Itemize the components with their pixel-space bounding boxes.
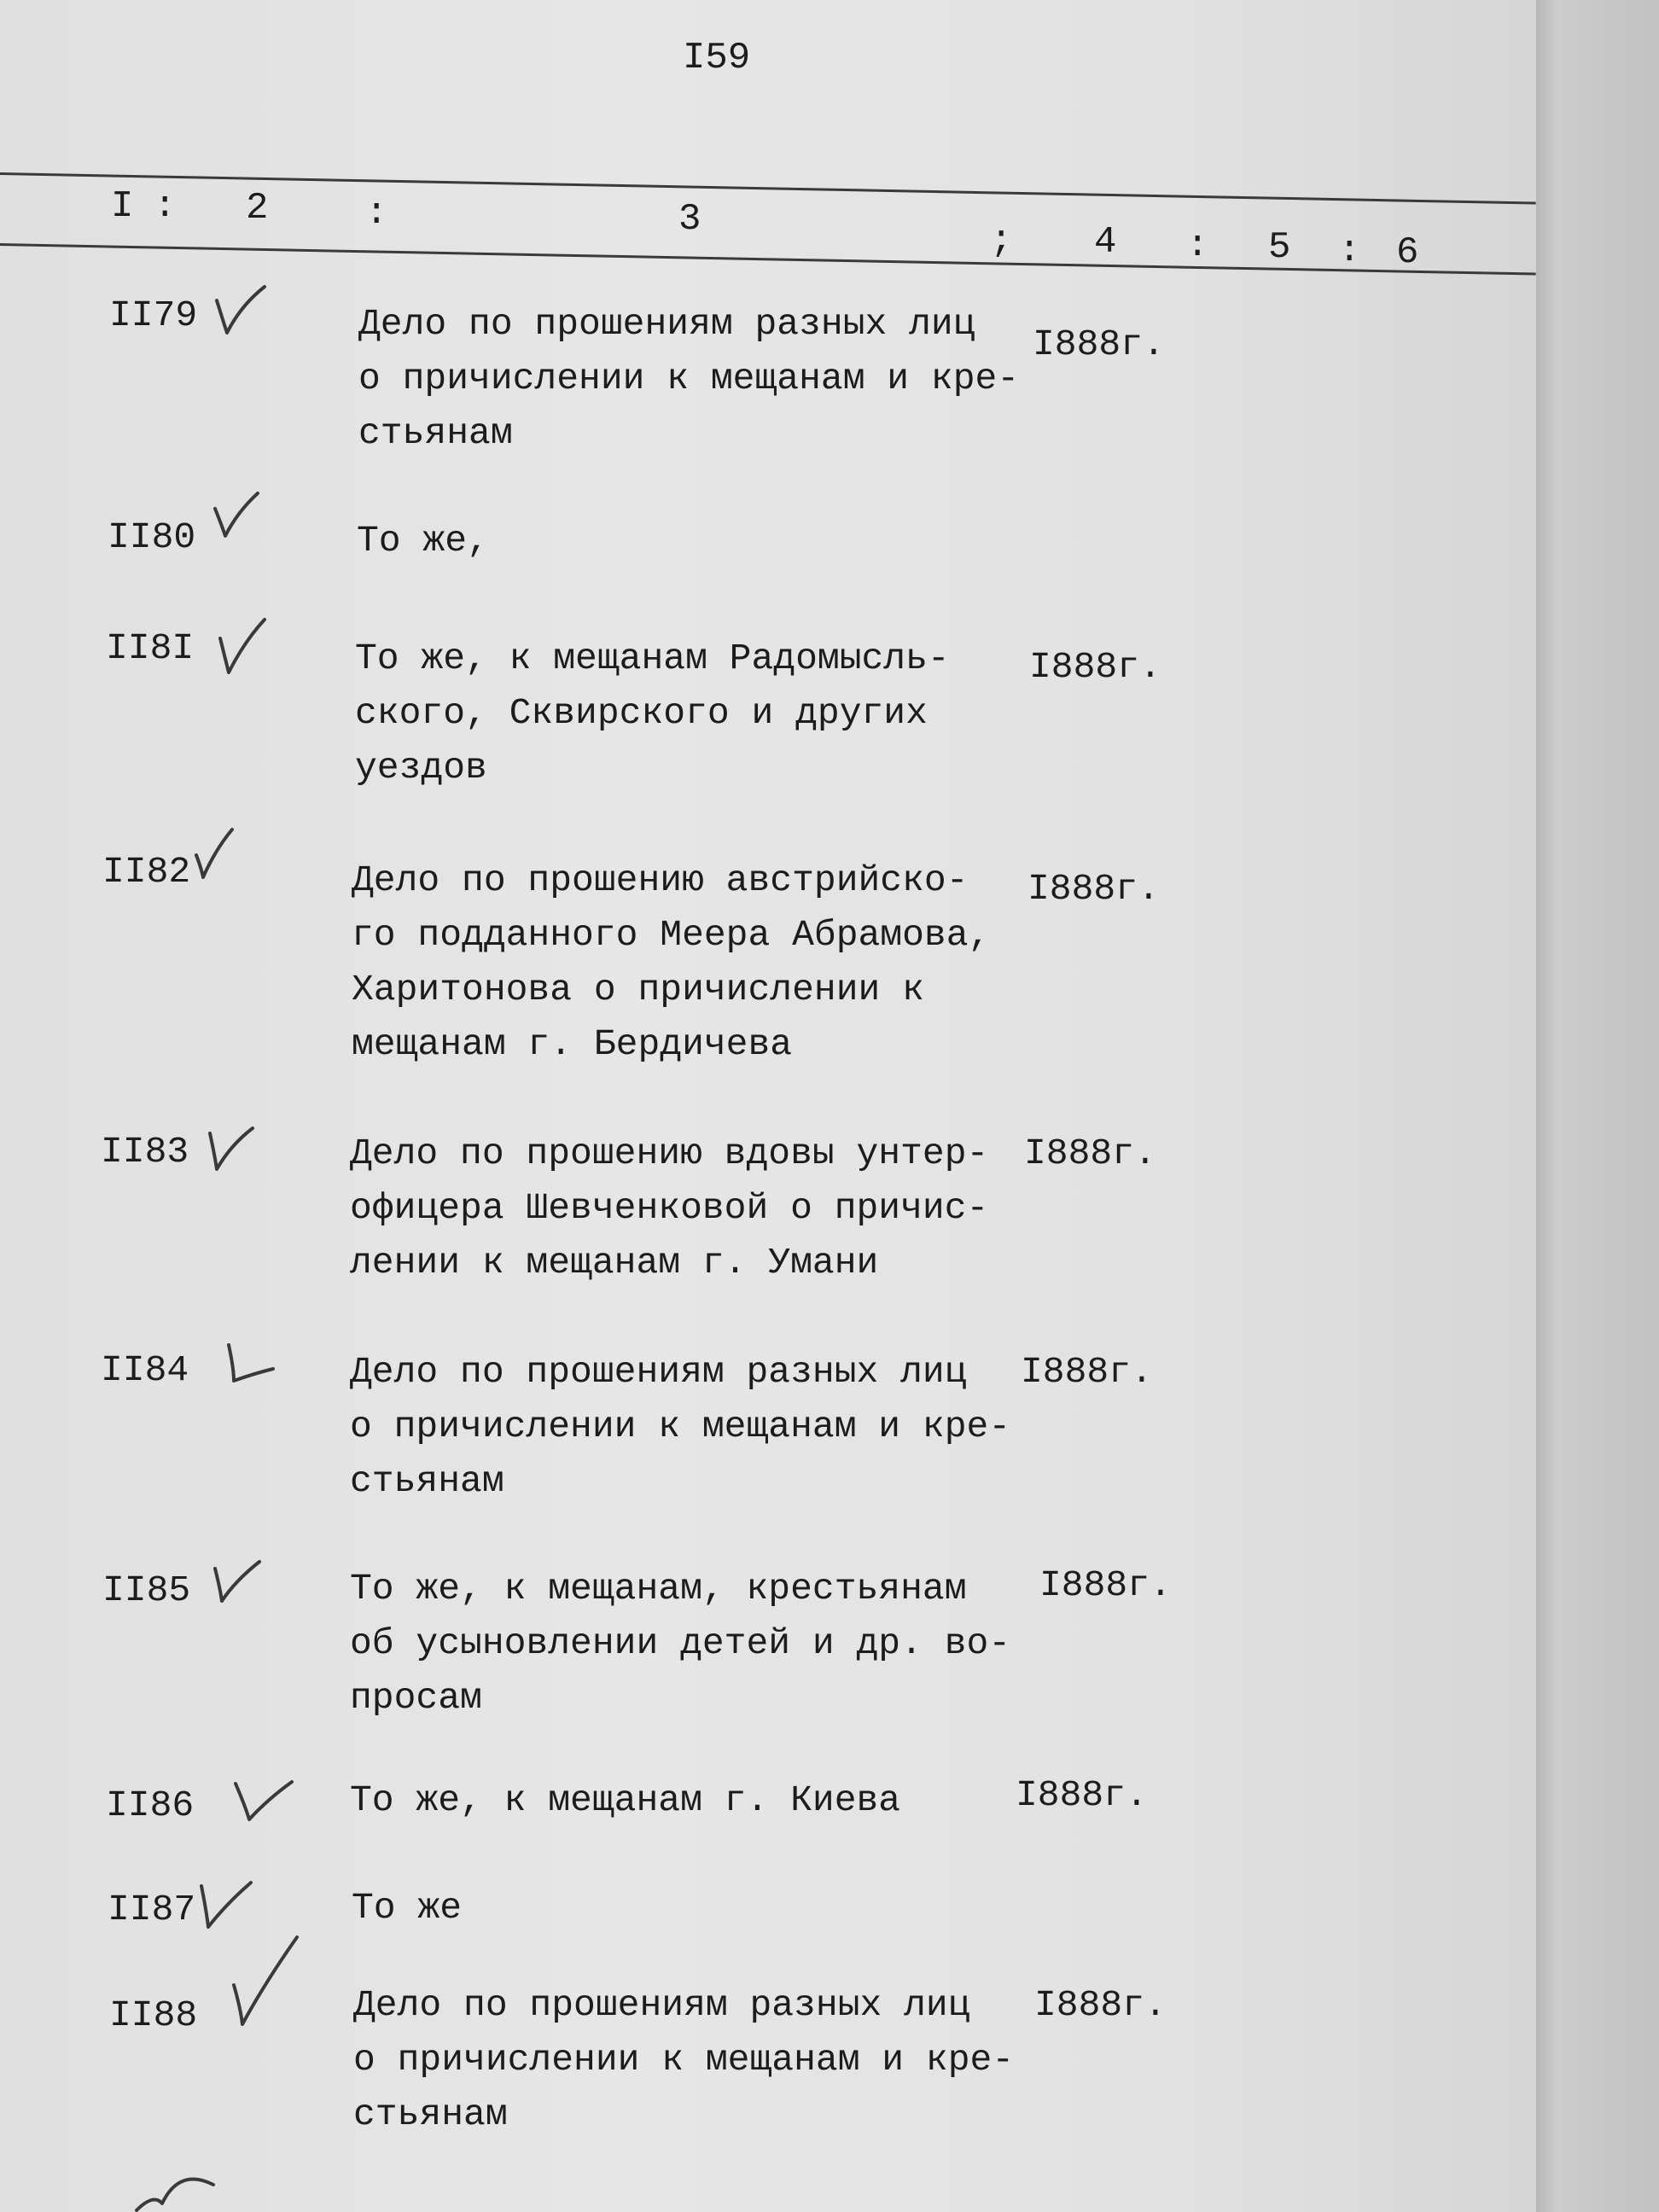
checkmark-icon xyxy=(212,282,271,341)
header-separator-3: ; xyxy=(990,219,1013,262)
entry-description-line: То же, к мещанам, крестьянам xyxy=(350,1568,967,1610)
checkmark-icon xyxy=(215,614,275,683)
entry-description-line: лении к мещанам г. Умани xyxy=(350,1242,879,1284)
entry-description-line: То же, к мещанам Радомысль- xyxy=(355,637,950,679)
entry-description-line: Харитонова о причислении к xyxy=(352,969,924,1010)
header-col-2: 2 xyxy=(246,187,269,230)
entry-description-line: о причислении к мещанам и кре- xyxy=(353,2039,1015,2081)
entry-number: II8I xyxy=(106,627,195,669)
entry-year: I888г. xyxy=(1027,868,1160,910)
entry-description-line: Дело по прошениям разных лиц xyxy=(350,1351,967,1393)
entry-description-line: просам xyxy=(350,1677,482,1719)
entry-year: I888г. xyxy=(1033,323,1165,365)
handwritten-mark-icon xyxy=(128,2159,222,2212)
entry-number: II86 xyxy=(106,1784,195,1826)
entry-description-line: стьянам xyxy=(350,1460,504,1502)
checkmark-icon xyxy=(230,1777,299,1828)
entry-description-line: Дело по прошению вдовы унтер- xyxy=(350,1132,989,1174)
entry-year: I888г. xyxy=(1021,1351,1153,1393)
entry-description-line: о причислении к мещанам и кре- xyxy=(350,1406,1011,1447)
entry-description-line: стьянам xyxy=(353,2093,508,2135)
entry-number: II84 xyxy=(101,1349,189,1391)
entry-year: I888г. xyxy=(1034,1984,1167,2026)
entry-number: II80 xyxy=(108,516,196,558)
header-separator-4: : xyxy=(1186,224,1209,267)
checkmark-icon xyxy=(222,1335,282,1394)
entry-description-line: офицера Шевченковой о причис- xyxy=(350,1187,989,1229)
header-separator-1: : xyxy=(154,185,177,228)
entry-description-line: То же, к мещанам г. Киева xyxy=(350,1779,901,1821)
entry-number: II83 xyxy=(101,1131,189,1173)
entry-number: II88 xyxy=(109,1994,198,2036)
entry-description-line: о причислении к мещанам и кре- xyxy=(358,358,1020,399)
header-separator-5: : xyxy=(1338,230,1361,272)
entry-year: I888г. xyxy=(1039,1564,1172,1606)
entry-description-line: То же xyxy=(352,1887,463,1929)
page-edge-shadow xyxy=(1536,0,1562,2212)
checkmark-icon xyxy=(210,486,270,546)
checkmark-icon xyxy=(229,1932,306,2034)
header-col-3: 3 xyxy=(678,198,701,241)
entry-description-line: мещанам г. Бердичева xyxy=(352,1023,793,1065)
entry-description-line: Дело по прошениям разных лиц xyxy=(353,1984,970,2026)
page-number: I59 xyxy=(683,37,751,79)
entry-description-line: го подданного Меера Абрамова, xyxy=(352,914,991,956)
header-col-4: 4 xyxy=(1094,221,1117,264)
header-col-6: 6 xyxy=(1396,231,1419,274)
checkmark-icon xyxy=(205,1120,265,1179)
entry-number: II82 xyxy=(102,851,191,893)
underlying-page xyxy=(1562,0,1659,2212)
checkmark-icon xyxy=(210,1551,270,1611)
entry-description-line: Дело по прошениям разных лиц xyxy=(358,303,975,345)
entry-year: I888г. xyxy=(1029,646,1161,688)
entry-description-line: об усыновлении детей и др. во- xyxy=(350,1622,1011,1664)
header-col-5: 5 xyxy=(1268,226,1291,269)
entry-number: II85 xyxy=(102,1569,191,1611)
entry-description-line: уездов xyxy=(355,747,487,789)
entry-description-line: стьянам xyxy=(358,412,513,454)
checkmark-icon xyxy=(195,1877,263,1937)
entry-description-line: Дело по прошению австрийско- xyxy=(352,859,969,901)
header-separator-2: : xyxy=(365,192,388,235)
entry-year: I888г. xyxy=(1024,1132,1156,1174)
checkmark-icon xyxy=(193,826,244,886)
entry-year: I888г. xyxy=(1016,1774,1148,1816)
entry-number: II87 xyxy=(108,1889,196,1930)
entry-description-line: ского, Сквирского и других xyxy=(355,692,928,734)
entry-description-line: То же, xyxy=(357,520,489,562)
header-col-1: I xyxy=(111,185,134,228)
entry-number: II79 xyxy=(109,294,198,336)
